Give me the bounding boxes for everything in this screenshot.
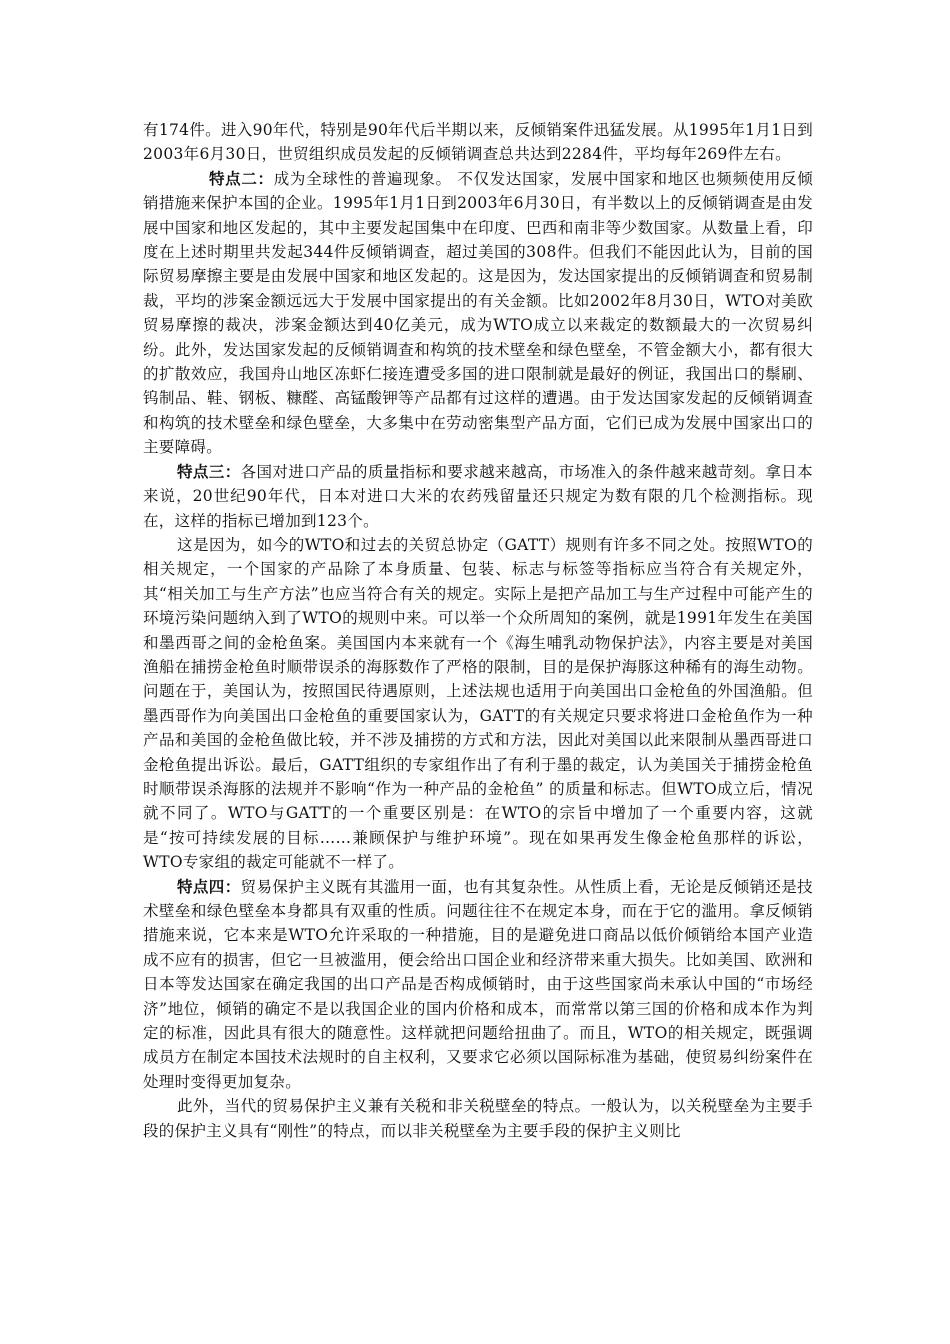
paragraph-text: 这是因为，如今的WTO和过去的关贸总协定（GATT）规则有许多不同之处。按照WTO的相关规定，一个国家的产品除了本身质量、包装、标志与标签等指标应当符合有关规定外，其“相关加工与生产方法”也应当符合有关的规定。实际上是把产品加工与生产过程中可能产生的环境污染问题纳入到了WTO的规则中来。可以举一个众所周知的案例，就是1991年发生在美国和墨西哥之间的金枪鱼案。美国国内本来就有一个《海生哺乳动物保护法》，内容主要是对美国渔船在捕捞金枪鱼时顺带误杀的海豚数作了严格的限制，目的是保护海豚这种稀有的海生动物。问题在于，美国认为，按照国民待遇原则，上述法规也适用于向美国出口金枪鱼的外国渔船。但墨西哥作为向美国出口金枪鱼的重要国家认为，GATT的有关规定只要求将进口金枪鱼作为一种产品和美国的金枪鱼做比较，并不涉及捕捞的方式和方法，因此对美国以此来限制从墨西哥进口金枪鱼提出诉讼。最后，GATT组织的专家组作出了有利于墨的裁定，认为美国关于捕捞金枪鱼时顺带误杀海豚的法规并不影响“作为一种产品的金枪鱼” 的质量和标志。但WTO成立后，情况就不同了。WTO与GATT的一个重要区别是：在WTO的宗旨中增加了一个重要内容，这就是“按可持续发展的目标……兼顾保护与维护环境”。现在如果再发生像金枪鱼那样的诉讼，WTO专家组的裁定可能就不一样了。 [143,535,813,872]
paragraph-lead: 特点二： [209,168,274,188]
paragraph-text: 贸易保护主义既有其滥用一面，也有其复杂性。从性质上看，无论是反倾销还是技术壁垒和绿色壁垒本身都具有双重的性质。问题往往不在规定本身，而在于它的滥用。拿反倾销措施来说，它本来是WTO允许采取的一种措施，目的是避免进口商品以低价倾销给本国产业造成不应有的损害，但它一旦被滥用，便会给出口国企业和经济带来重大损失。比如美国、欧洲和日本等发达国家在确定我国的出口产品是否构成倾销时，由于这些国家尚未承认中国的“市场经济”地位，倾销的确定不是以我国企业的国内价格和成本，而常常以第三国的价格和成本作为判定的标准，因此具有很大的随意性。这样就把问题给扭曲了。而且，WTO的相关规定，既强调成员方在制定本国技术法规时的自主权利，又要求它必须以国际标准为基础，使贸易纠纷案件在处理时变得更加复杂。 [143,877,813,1091]
paragraph-text: 此外，当代的贸易保护主义兼有关税和非关税壁垒的特点。一般认为，以关税壁垒为主要手段的保护主义具有“刚性”的特点，而以非关税壁垒为主要手段的保护主义则比 [143,1097,813,1140]
paragraph-tariff [143,1094,813,1143]
paragraph-feature-three [143,460,813,533]
paragraph-text: 成为全球性的普遍现象。 不仅发达国家，发展中国家和地区也频频使用反倾销措施来保护本国的企业。1995年1月1日到2003年6月30日，有半数以上的反倾销调查是由发展中国家和地区发起的，其中主要发起国集中在印度、巴西和南非等少数国家。从数量上看，印度在上述时期里共发起344件反倾销调查，超过美国的308件。但我们不能因此认为，目前的国际贸易摩擦主要是由发展中国家和地区发起的。这是因为，发达国家提出的反倾销调查和贸易制裁，平均的涉案金额远远大于发展中国家提出的有关金额。比如2002年8月30日，WTO对美欧贸易摩擦的裁决，涉案金额达到40亿美元，成为WTO成立以来裁定的数额最大的一次贸易纠纷。此外，发达国家发起的反倾销调查和构筑的技术壁垒和绿色壁垒，不管金额大小，都有很大的扩散效应，我国舟山地区冻虾仁接连遭受多国的进口限制就是最好的例证，我国出口的鬃刷、钨制品、鞋、钢板、糠醛、高锰酸钾等产品都有过这样的遭遇。由于发达国家发起的反倾销调查和构筑的技术壁垒和绿色壁垒，大多集中在劳动密集型产品方面，它们已成为发展中国家出口的主要障碍。 [143,169,813,457]
paragraph-continuation [143,118,813,167]
paragraph-wto-gatt [143,533,813,875]
paragraph-lead: 特点四： [177,876,241,896]
paragraph-feature-two [143,167,813,460]
document-body [143,118,813,1143]
paragraph-text: 有174件。进入90年代，特别是90年代后半期以来，反倾销案件迅猛发展。从1995年1月1日到2003年6月30日，世贸组织成员发起的反倾销调查总共达到2284件，平均每年269件左右。 [143,121,813,164]
paragraph-text: 各国对进口产品的质量指标和要求越来越高，市场准入的条件越来越苛刻。拿日本来说，20世纪90年代，日本对进口大米的农药残留量还只规定为数有限的几个检测指标。现在，这样的指标已增加到123个。 [143,462,813,530]
paragraph-lead: 特点三： [177,461,241,481]
paragraph-feature-four [143,875,813,1095]
